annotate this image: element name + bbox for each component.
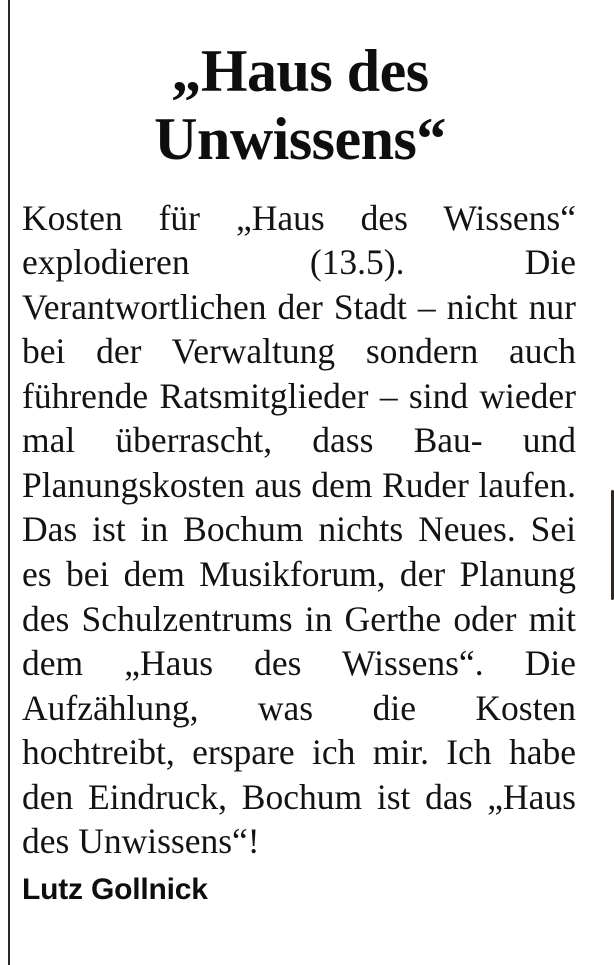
article-container (22, 0, 578, 965)
article-byline: Lutz Gollnick (22, 872, 208, 906)
left-column-rule (8, 0, 10, 965)
article-headline: „Haus des Unwissens“ (154, 38, 446, 172)
article-body-paragraph: Kosten für „Haus des Wissens“ explodieren (13.5). Die Verantwortlichen der Stadt – nicht nur bei der Verwaltung sondern auch führende Ratsmitglieder – sind wieder mal überrascht, dass Bau- und Planungskosten aus dem Ruder laufen. Das ist in Bochum nichts Neues. Sei es bei dem Musikforum, der Planung des Schulzentrums in Gerthe oder mit dem „Haus des Wissens“. Die Aufzählung, was die Kosten hochtreibt, erspare ich mir. Ich habe den Eindruck, Bochum ist das „Haus des Unwissens“! (22, 197, 576, 862)
article-body (22, 196, 578, 864)
